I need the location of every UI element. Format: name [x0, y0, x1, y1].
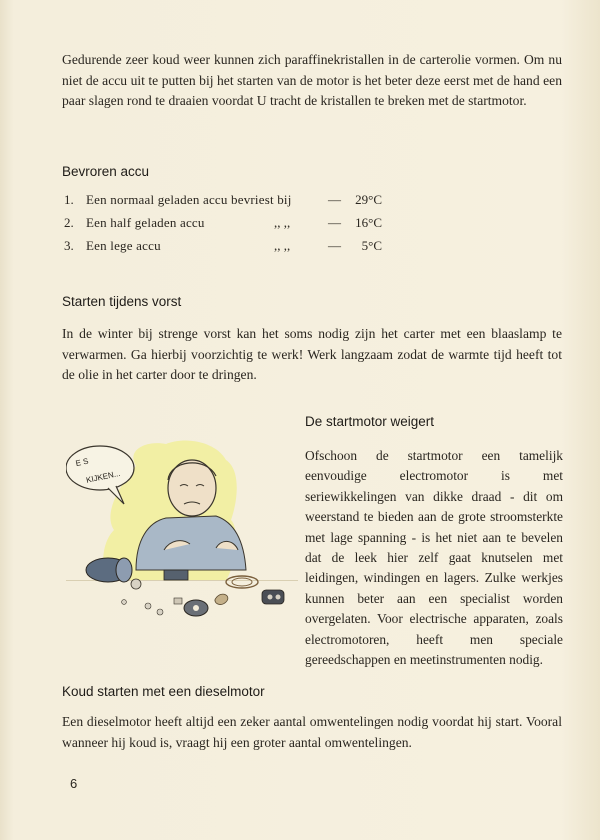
heading-startmotor-weigert: De startmotor weigert: [305, 414, 435, 429]
list-item: 2. Een half geladen accu ,, ,, — 16°C: [64, 215, 382, 230]
diesel-paragraph: Een dieselmotor heeft altijd een zeker aantal omwentelingen nodig voordat hij start. Vooral wanneer hij koud is, vraagt hij een groter aantal omwentelingen.: [62, 714, 562, 750]
heading-starten-tijdens-vorst: Starten tijdens vorst: [62, 294, 182, 309]
svg-text:KIJKEN...: KIJKEN...: [85, 468, 122, 485]
heading-koud-starten: Koud starten met een dieselmotor: [62, 684, 265, 699]
list-item: 1. Een normaal geladen accu bevriest bij — 29°C: [64, 192, 382, 207]
vorst-paragraph: In de winter bij strenge vorst kan het soms nodig zijn het carter met een blaaslamp te verwarmen. Ga hierbij voorzichtig te werk! Werk langzaam zodat de warmte tijd heeft tot de olie in het carter door te dringen.: [62, 326, 562, 382]
list-item: 3. Een lege accu ,, ,, — 5°C: [64, 238, 382, 253]
freezing-list: [64, 192, 384, 261]
startmotor-paragraph: Ofschoon de startmotor een tamelijk eenvoudige electromotor is met seriewikkelingen van dikke draad - dit om weerstand te bieden aan de grote stroomsterkte met lage spanning - is het niet aan te bevelen dat de leek hier zelf gaat knutselen met leidingen, windingen en lagers. Zulke werkjes kunnen beter aan een specialist worden overgelaten. Voor electrische apparaten, zoals electromotoren, heeft men speciale gereedschappen en meetinstrumenten nodig.: [305, 448, 563, 668]
speech-bubble-text: E S: [74, 456, 90, 469]
mechanic-illustration: [66, 430, 298, 630]
intro-paragraph: Gedurende zeer koud weer kunnen zich paraffinekristallen in de carterolie vormen. Om nu niet de accu uit te putten bij het starten van de motor is het beter deze eerst met de hand een paar slagen rond te draaien voordat U tracht de kristallen te breken met de startmotor.: [62, 52, 562, 108]
page-number: 6: [70, 776, 78, 791]
heading-bevroren-accu: Bevroren accu: [62, 164, 150, 179]
